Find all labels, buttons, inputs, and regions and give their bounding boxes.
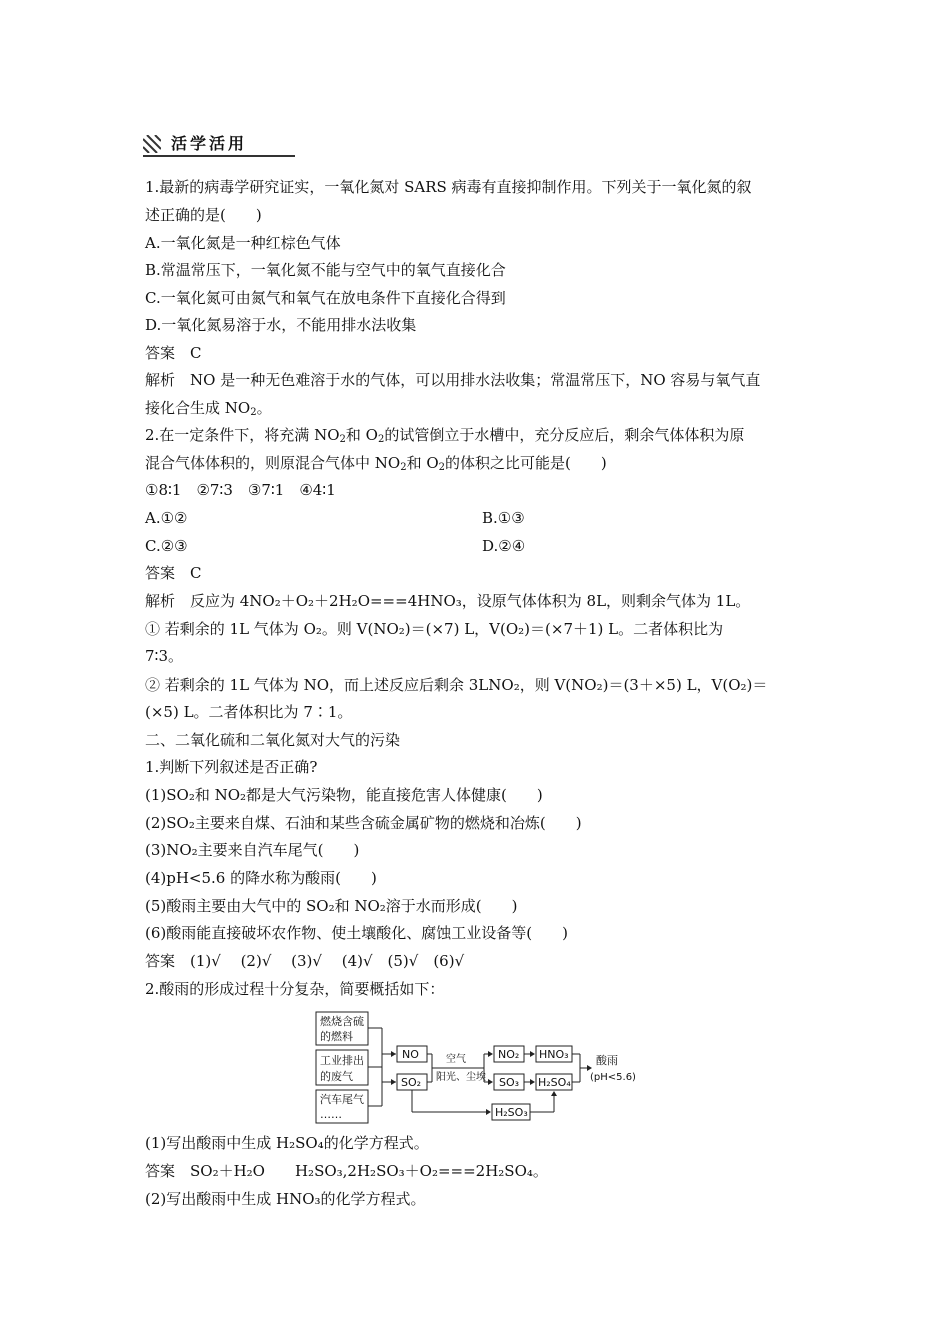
text: 2.在一定条件下，将充满 NO [145, 426, 340, 444]
q2-answer: 答案 C [145, 564, 202, 582]
text: 和 O [345, 426, 378, 444]
part2-sub2-stem: (2)写出酸雨中生成 HNO₃的化学方程式。 [145, 1190, 426, 1208]
q1-analysis-text: 接化合生成 NO [145, 399, 251, 417]
source-industry-line2: 的废气 [320, 1070, 353, 1083]
acid-rain-label: 酸雨 [596, 1054, 618, 1067]
subscript: 2 [438, 462, 446, 473]
part2-heading: 二、二氧化硫和二氧化氮对大气的污染 [145, 731, 401, 749]
h2so4-label: H₂SO₄ [538, 1076, 571, 1089]
diagonal-stripes-icon [143, 135, 161, 153]
text: 的体积之比可能是( ) [445, 454, 607, 472]
q1-stem-line1: 1.最新的病毒学研究证实，一氧化氮对 SARS 病毒有直接抑制作用。下列关于一氧化氮的叙 [145, 178, 752, 196]
so2-label: SO₂ [401, 1076, 422, 1089]
section-header [143, 133, 295, 157]
q2-choices: ①8∶1 ②7∶3 ③7∶1 ④4∶1 [145, 481, 336, 499]
q1-answer: 答案 C [145, 344, 202, 362]
q2-option-b: B.①③ [482, 509, 525, 527]
text: 和 O [406, 454, 439, 472]
text: 混合气体体积的，则原混合气体中 NO [145, 454, 401, 472]
condition-sunlight-dust: 阳光、尘埃 [436, 1072, 486, 1083]
h2so3-label: H₂SO₃ [495, 1106, 528, 1119]
source-industry-line1: 工业排出 [320, 1054, 364, 1067]
q2-analysis-line1: 解析 反应为 4NO₂＋O₂＋2H₂O===4HNO₃，设原气体体积为 8L，则剩余气体为 1L。 [145, 592, 751, 610]
part2-q2-stem: 2.酸雨的形成过程十分复杂，简要概括如下： [145, 980, 445, 998]
condition-air: 空气 [446, 1054, 466, 1065]
section-title: 活学活用 [171, 134, 248, 153]
text: 的试管倒立于水槽中，充分反应后，剩余气体体积为原 [384, 426, 745, 444]
source-vehicle-line1: 汽车尾气 [320, 1093, 364, 1106]
judge-item-6: (6)酸雨能直接破坏农作物、使土壤酸化、腐蚀工业设备等( ) [145, 924, 568, 942]
source-fuel-line1: 燃烧含硫 [320, 1015, 364, 1028]
subscript: 2 [377, 434, 385, 445]
subscript: 2 [250, 407, 257, 418]
judge-item-4: (4)pH<5.6 的降水称为酸雨( ) [145, 869, 377, 887]
q1-analysis-end: 。 [256, 399, 272, 417]
so3-label: SO₃ [499, 1076, 520, 1089]
judge-item-2: (2)SO₂主要来自煤、石油和某些含硫金属矿物的燃烧和冶炼( ) [145, 814, 582, 832]
no-label: NO [402, 1048, 419, 1061]
hno3-label: HNO₃ [539, 1048, 569, 1061]
part2-q1-stem: 1.判断下列叙述是否正确? [145, 758, 318, 776]
q2-case2-line2: (×5) L。二者体积比为 7∶1。 [145, 703, 353, 721]
no2-label: NO₂ [498, 1048, 520, 1061]
q2-option-d: D.②④ [482, 537, 526, 555]
source-vehicle-line2: …… [320, 1108, 342, 1121]
q1-option-c: C.一氧化氮可由氮气和氧气在放电条件下直接化合得到 [145, 289, 506, 307]
q2-option-c: C.②③ [145, 537, 188, 555]
q1-option-b: B.常温常压下，一氧化氮不能与空气中的氧气直接化合 [145, 261, 506, 279]
q2-case1-line2: 7∶3。 [145, 647, 183, 665]
q1-stem-line2: 述正确的是( ) [145, 206, 262, 224]
source-fuel-line2: 的燃料 [320, 1030, 353, 1043]
q1-option-d: D.一氧化氮易溶于水，不能用排水法收集 [145, 316, 417, 334]
part2-q1-answer: 答案 (1)√ (2)√ (3)√ (4)√ (5)√ (6)√ [145, 952, 465, 970]
q1-analysis-line1: 解析 NO 是一种无色难溶于水的气体，可以用排水法收集；常温常压下，NO 容易与氧气直 [145, 371, 761, 389]
subscript: 2 [400, 462, 407, 473]
part2-sub1-stem: (1)写出酸雨中生成 H₂SO₄的化学方程式。 [145, 1134, 429, 1152]
q2-option-a: A.①② [145, 509, 188, 527]
acid-rain-diagram [312, 1010, 642, 1125]
judge-item-3: (3)NO₂主要来自汽车尾气( ) [145, 841, 360, 859]
part2-sub1-answer: 答案 SO₂＋H₂O H₂SO₃,2H₂SO₃＋O₂===2H₂SO₄。 [145, 1162, 548, 1180]
judge-item-5: (5)酸雨主要由大气中的 SO₂和 NO₂溶于水而形成( ) [145, 897, 518, 915]
subscript: 2 [339, 434, 346, 445]
section-rule [143, 155, 295, 157]
q2-case1-line1: ① 若剩余的 1L 气体为 O₂。则 V(NO₂)＝(×7) L，V(O₂)＝(×7＋1) L。二者体积比为 [145, 620, 724, 638]
q2-case2-line1: ② 若剩余的 1L 气体为 NO，而上述反应后剩余 3LNO₂，则 V(NO₂)＝(3＋×5) L，V(O₂)＝ [145, 676, 768, 694]
q2-stem-line2 [145, 453, 607, 478]
q1-option-a: A.一氧化氮是一种红棕色气体 [145, 234, 341, 252]
q2-stem-line1 [145, 425, 744, 450]
q1-analysis-line2 [145, 398, 272, 423]
judge-item-1: (1)SO₂和 NO₂都是大气污染物，能直接危害人体健康( ) [145, 786, 543, 804]
acid-rain-ph: (pH<5.6) [590, 1072, 636, 1083]
